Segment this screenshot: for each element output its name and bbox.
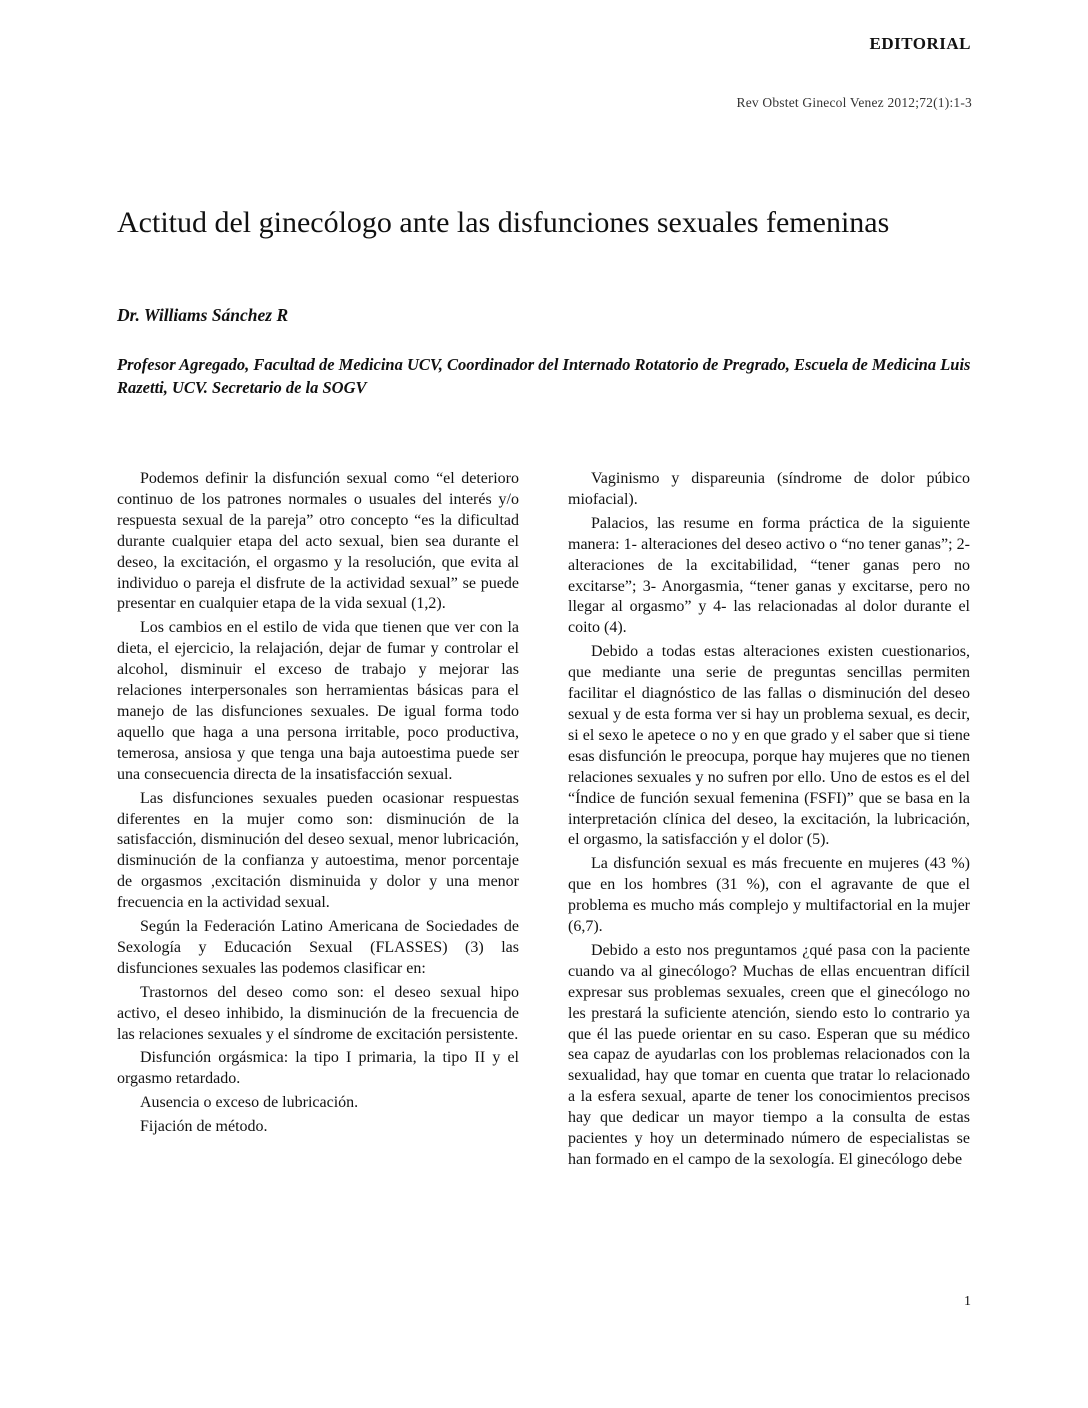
journal-citation: Rev Obstet Ginecol Venez 2012;72(1):1-3 — [736, 95, 972, 110]
paragraph: Los cambios en el estilo de vida que tienen que ver con la dieta, el ejercicio, la relajación, dejar de fumar y controlar el alcohol, disminuir el exceso de trabajo y mejorar las relaciones interpersonales son herramientas básicas para el manejo de las disfunciones sexuales. De igual forma todo aquello que haga a una persona irritable, poco productiva, temerosa, ansiosa y que tenga una baja autoestima puede ser una consecuencia directa de la insatisfacción sexual. — [117, 619, 519, 783]
paragraph: Debido a todas estas alteraciones existen cuestionarios, que mediante una serie de preguntas sencillas permiten facilitar el diagnóstico de las fallas o disminución del deseo sexual y de esta forma ver si hay un problema sexual, es decir, si el sexo le apetece o no y en que grado y el saber que si tiene esas disfunción le preocupa, porque hay mujeres que no tienen relaciones sexuales y no sufren por ello. Uno de estos es el del “Índice de función sexual femenina (FSFI)” que se basa en la interpretación clínica del deseo, la excitación, la lubricación, el orgasmo, la satisfacción y el dolor (5). — [568, 643, 970, 849]
paragraph: Las disfunciones sexuales pueden ocasionar respuestas diferentes en la mujer como son: disminución de la satisfacción, disminución del deseo sexual, menor lubricación, disminución de la confianza y autoestima, menor porcentaje de orgasmos ,excitación disminuida y dolor y una menor frecuencia en la actividad sexual. — [117, 789, 519, 912]
body-column-right — [568, 469, 970, 1174]
body-column-left — [117, 469, 519, 1141]
paragraph: Podemos definir la disfunción sexual como “el deterioro continuo de los patrones normales o usuales del interés y/o respuesta sexual de la pareja” otro concepto “es la dificultad durante cualquier etapa del acto sexual, bien sea durante el deseo, la excitación, el orgasmo y la resolución, que evita al individuo o pareja el disfrute de la actividad sexual” se puede presentar en cualquier etapa de la vida sexual (1,2). — [117, 470, 519, 613]
section-label: EDITORIAL — [869, 34, 971, 53]
paragraph: Vaginismo y dispareunia (síndrome de dolor púbico miofacial). — [568, 470, 970, 508]
paragraph: Trastornos del deseo como son: el deseo sexual hipo activo, el deseo inhibido, la disminución de la frecuencia de las relaciones sexuales y el síndrome de excitación persistente. — [117, 983, 519, 1043]
paragraph: La disfunción sexual es más frecuente en mujeres (43 %) que en los hombres (31 %), con el agravante de que el problema es mucho más complejo y multifactorial en la mujer (6,7). — [568, 855, 970, 936]
paragraph: Según la Federación Latino Americana de Sociedades de Sexología y Educación Sexual (FLASSES) (3) las disfunciones sexuales las podemos clasificar en: — [117, 918, 519, 977]
author-name: Dr. Williams Sánchez R — [117, 305, 289, 325]
paragraph: Fijación de método. — [140, 1118, 268, 1136]
paragraph: Palacios, las resume en forma práctica de la siguiente manera: 1- alteraciones del deseo activo o “no tener ganas”; 2- alteraciones de la excitabilidad, “tener ganas pero no excitarse”; 3- Anorgasmia, “tener ganas y excitarse, pero no llegar al orgasmo” y 4- las relacionadas al dolor durante el coito (4). — [568, 514, 970, 637]
author-affiliation: Profesor Agregado, Facultad de Medicina UCV, Coordinador del Internado Rotatorio de Pregrado, Escuela de Medicina Luis Razetti, UCV. Secretario de la SOGV — [117, 355, 971, 397]
paragraph: Disfunción orgásmica: la tipo I primaria, la tipo II y el orgasmo retardado. — [117, 1049, 519, 1088]
paragraph: Ausencia o exceso de lubricación. — [140, 1094, 359, 1112]
article-title: Actitud del ginecólogo ante las disfunciones sexuales femeninas — [117, 206, 890, 239]
page-number: 1 — [964, 1294, 971, 1309]
paragraph: Debido a esto nos preguntamos ¿qué pasa con la paciente cuando va al ginecólogo? Muchas de ellas encuentran difícil expresar sus problemas sexuales, creen que el ginecólogo no les prestará la suficiente atención, siendo esto lo contrario ya que él las puede orientar en su caso. Esperan que su médico sea capaz de ayudarlas con los problemas relacionados con la sexualidad, hay que tomar en cuenta que tratar lo relacionado a la esfera sexual, aparte de tener los conocimientos precisos hay que dedicar un mayor tiempo a la consulta de estas pacientes y hoy un determinado número de especialistas se han formado en el campo de la sexología. El ginecólogo debe — [568, 941, 970, 1168]
